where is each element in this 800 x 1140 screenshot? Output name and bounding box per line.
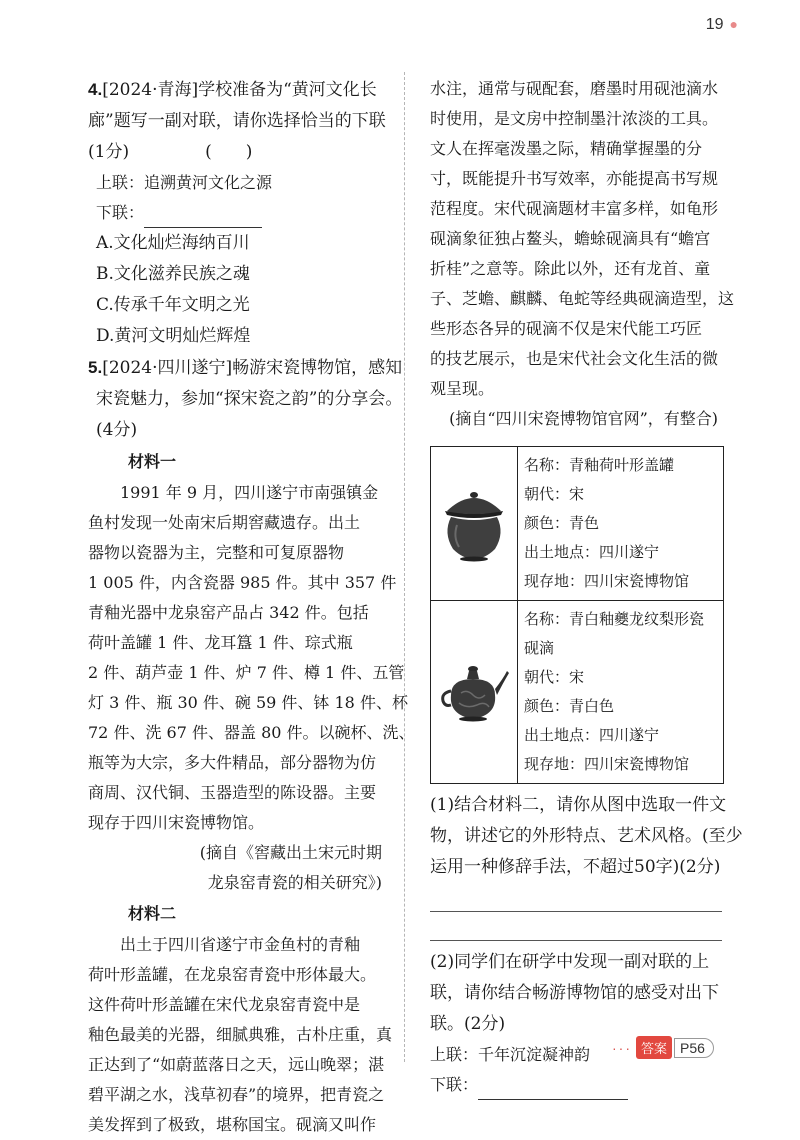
material2-line: 水注，通常与砚配套，磨墨时用砚池滴水 [430,79,719,98]
relic-image-water-dropper [431,601,518,784]
water-dropper-icon [437,649,511,731]
q5-sub1-line: 运用一种修辞手法，不超过50字)(2分) [430,857,721,877]
material1-line: 青釉光器中龙泉窑产品占 342 件。包括 [88,603,369,622]
q5-number: 5. [88,358,103,377]
q5-line-2: 宋瓷魅力，参加“探宋瓷之韵”的分享会。 [96,389,403,409]
material2-line: 出土于四川省遂宁市金鱼村的青釉 [88,935,361,954]
material1-line: 器物以瓷器为主，完整和可复原器物 [88,543,345,562]
q4-option-b[interactable]: B.文化滋养民族之魂 [96,264,250,284]
material2-line: 些形态各异的砚滴不仅是宋代能工巧匠 [430,319,703,338]
q4-option-c[interactable]: C.传承千年文明之光 [96,295,250,315]
q5-sub2-line: (2)同学们在研学中发现一副对联的上 [430,952,710,972]
relic-site: 出土地点：四川遂宁 [524,543,660,561]
answer-label: 答案 [636,1036,672,1059]
material1-line: 瓶等为大宗，多大件精品，部分器物为仿 [88,753,377,772]
decorative-dot-icon: ● [729,16,738,32]
q5-sub1-line: (1)结合材料二，请你从图中选取一件文 [430,795,727,815]
material1-source: (摘自《窖藏出土宋元时期 [199,843,382,862]
q5-sub2-line: 联，请你结合畅游博物馆的感受对出下 [430,983,719,1003]
answer-line[interactable] [430,912,722,941]
q4-number: 4. [88,80,103,99]
material2-line: 荷叶形盖罐，在龙泉窑青瓷中形体最大。 [88,965,377,984]
q4-score-line: (1分) ( ) [88,137,388,168]
material2-line: 折桂”之意等。除此以外，还有龙首、童 [430,259,711,278]
q4-option-a[interactable]: A.文化灿烂海纳百川 [96,233,250,253]
q4-upper-couplet: 上联：追溯黄河文化之源 [96,173,273,192]
q5-sub2-line: 联。(2分) [430,1014,506,1034]
material1-line: 商周、汉代铜、玉器造型的陈设器。主要 [88,783,377,802]
material1-line: 1991 年 9 月，四川遂宁市南强镇金 [88,483,379,502]
material1-line: 2 件、葫芦壶 1 件、炉 7 件、樽 1 件、五管 [88,663,405,682]
q4-option-d[interactable]: D.黄河文明灿烂辉煌 [96,326,251,346]
relic-location: 现存地：四川宋瓷博物馆 [524,755,690,773]
relic-dynasty: 朝代：宋 [524,485,585,503]
q4-lower-blank[interactable] [144,209,262,228]
material2-line: 碧平湖之水，浅草初春”的境界，把青瓷之 [88,1085,385,1104]
q5-line-3: (4分) [96,420,138,440]
relic-color: 颜色：青色 [524,514,600,532]
relic-row [431,601,724,784]
answer-line[interactable] [430,883,722,912]
relic-dynasty: 朝代：宋 [524,668,585,686]
q5-sub2-lower: 下联： [430,1070,724,1100]
material1-line: 鱼村发现一处南宋后期窖藏遗存。出土 [88,513,361,532]
relic-name: 名称：青白釉夔龙纹梨形瓷 [524,610,705,628]
material1-line: 荷叶盖罐 1 件、龙耳簋 1 件、琮式瓶 [88,633,353,652]
material1-line: 灯 3 件、瓶 30 件、碗 59 件、钵 18 件、杯 [88,693,408,712]
right-column [430,74,743,1100]
material1-title: 材料一 [128,452,177,471]
relic-name-cont: 砚滴 [524,639,555,657]
material2-line: 砚滴象征独占鳌头，蟾蜍砚滴具有“蟾宫 [430,229,711,248]
material2-line: 文人在挥毫泼墨之际，精确掌握墨的分 [430,139,703,158]
material2-line: 时使用，是文房中控制墨汁浓淡的工具。 [430,109,719,128]
material1-source: 龙泉窑青瓷的相关研究》) [207,873,382,892]
material2-line: 这件荷叶形盖罐在宋代龙泉窑青瓷中是 [88,995,361,1014]
q4-lower-couplet: 下联： [88,198,388,228]
relic-row [431,447,724,601]
material2-line: 寸，既能提升书写效率，亦能提高书写规 [430,169,719,188]
material2-line: 美发挥到了极致，堪称国宝。砚滴又叫作 [88,1115,377,1134]
relic-name: 名称：青釉荷叶形盖罐 [524,456,675,474]
q5-line-1: 5.[2024·四川遂宁]畅游宋瓷博物馆，感知 [88,358,403,378]
column-divider [404,72,405,1062]
page-number: 19 ● [705,16,738,33]
material2-source: (摘自“四川宋瓷博物馆官网”，有整合) [449,409,718,428]
material2-line: 正达到了“如蔚蓝落日之天，远山晚翠；湛 [88,1055,385,1074]
material1-line: 1 005 件，内含瓷器 985 件。其中 357 件 [88,573,397,592]
q5-sub2-upper: 上联：千年沉淀凝神韵 [430,1045,591,1064]
covered-jar-icon [437,481,511,563]
material2-line: 范程度。宋代砚滴题材丰富多样，如龟形 [430,199,719,218]
q4-line-2: 廊”题写一副对联，请你选择恰当的下联 [88,111,386,131]
material2-title: 材料二 [128,904,177,923]
q5-sub1-line: 物，讲述它的外形特点、艺术风格。(至少 [430,826,743,846]
dots-icon: ··· [612,1039,632,1056]
relic-site: 出土地点：四川遂宁 [524,726,660,744]
answer-reference-tag[interactable] [612,1036,714,1059]
relic-image-jar [431,447,518,601]
material2-line: 子、芝蟾、麒麟、龟蛇等经典砚滴造型，这 [430,289,735,308]
material2-line: 观呈现。 [430,379,495,398]
relic-color: 颜色：青白色 [524,697,615,715]
answer-bracket[interactable]: ( ) [205,142,253,162]
relic-info [518,601,724,784]
left-column [88,74,415,1140]
material1-line: 现存于四川宋瓷博物馆。 [88,813,265,832]
answer-page: P56 [674,1038,714,1058]
material1-line: 72 件、洗 67 件、器盖 80 件。以碗杯、洗、 [88,723,415,742]
material2-line: 釉色最美的光器，细腻典雅，古朴庄重，真 [88,1025,393,1044]
q5-sub2-lower-blank[interactable] [478,1081,628,1100]
q4-line-1: 4.[2024·青海]学校准备为“黄河文化长 [88,80,377,100]
relics-table [430,446,724,784]
relic-info [518,447,724,601]
relic-location: 现存地：四川宋瓷博物馆 [524,572,690,590]
material2-line: 的技艺展示，也是宋代社会文化生活的微 [430,349,719,368]
